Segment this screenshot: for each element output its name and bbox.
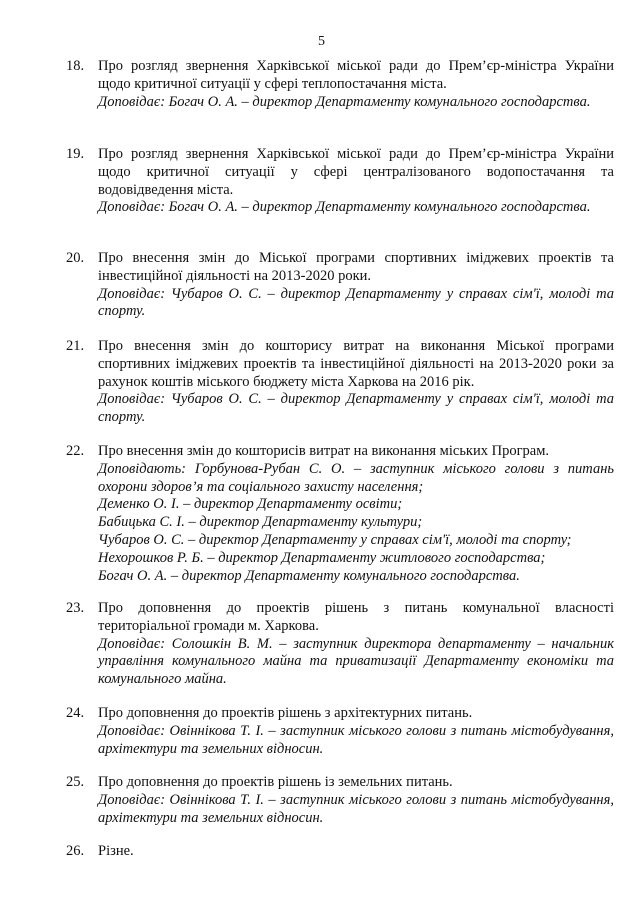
agenda-item-25 bbox=[66, 774, 614, 827]
item-title: Про доповнення до проектів рішень із земельних питань. bbox=[98, 774, 453, 790]
item-title: Про внесення змін до Міської програми спортивних іміджевих проектів та інвестиційної діяльності на 2013-2020 роки. bbox=[98, 250, 614, 284]
item-speaker: Доповідає: Чубаров О. С. – директор Департаменту у справах сім'ї, молоді та спорту. bbox=[98, 391, 614, 426]
item-title: Про розгляд звернення Харківської міської ради до Прем’єр-міністра України щодо критичної ситуації у сфері централізованого водопостачання та водовідведення міста. bbox=[98, 146, 614, 198]
item-title: Про внесення змін до кошторисів витрат на виконання міських Програм. bbox=[98, 443, 550, 459]
item-title: Про доповнення до проектів рішень з питань комунальної власності територіальної громади м. Харкова. bbox=[98, 600, 614, 634]
agenda-item-23 bbox=[66, 600, 614, 689]
item-number: 24. bbox=[66, 705, 85, 721]
agenda-item-26 bbox=[66, 843, 614, 861]
speaker-line: Деменко О. І. – директор Департаменту освіти; bbox=[98, 496, 403, 513]
agenda-item-22 bbox=[66, 443, 614, 585]
item-number: 21. bbox=[66, 338, 85, 354]
item-speaker: Доповідає: Солошкін В. М. – заступник директора департаменту – начальник управління комунального майна та приватизації Департаменту економіки та комунального майна. bbox=[98, 635, 614, 688]
item-speaker: Доповідає: Овіннікова Т. І. – заступник міського голови з питань містобудування, архітектури та земельних відносин. bbox=[98, 791, 614, 826]
item-speaker: Доповідає: Богач О. А. – директор Департаменту комунального господарства. bbox=[98, 93, 591, 110]
item-title: Про розгляд звернення Харківської міської ради до Прем’єр-міністра України щодо критичної ситуації у сфері теплопостачання міста. bbox=[98, 58, 614, 92]
speaker-line: Бабицька С. І. – директор Департаменту культури; bbox=[98, 514, 423, 531]
item-number: 18. bbox=[66, 58, 85, 74]
item-number: 26. bbox=[66, 843, 85, 859]
agenda-item-18 bbox=[66, 58, 614, 111]
speaker-line: Чубаров О. С. – директор Департаменту у справах сім'ї, молоді та спорту; bbox=[98, 531, 572, 548]
item-speakers bbox=[98, 461, 614, 586]
page-number: 5 bbox=[318, 34, 325, 49]
speaker-line: Богач О. А. – директор Департаменту комунального господарства. bbox=[98, 567, 520, 584]
item-number: 25. bbox=[66, 774, 85, 790]
item-number: 19. bbox=[66, 146, 85, 162]
agenda-item-20 bbox=[66, 250, 614, 321]
speaker-line: Нехорошков Р. Б. – директор Департаменту житлового господарства; bbox=[98, 549, 546, 566]
item-speaker: Доповідає: Овіннікова Т. І. – заступник міського голови з питань містобудування, архітектури та земельних відносин. bbox=[98, 722, 614, 757]
item-speaker: Доповідає: Богач О. А. – директор Департаменту комунального господарства. bbox=[98, 199, 591, 216]
item-number: 20. bbox=[66, 250, 85, 266]
speaker-line: Доповідають: Горбунова-Рубан С. О. – заступник міського голови з питань охорони здоров’я та соціального захисту населення; bbox=[98, 460, 614, 495]
agenda-item-21 bbox=[66, 338, 614, 427]
item-title: Про внесення змін до кошторису витрат на виконання Міської програми спортивних іміджевих проектів та інвестиційної діяльності на 2013-2020 роки за рахунок коштів міського бюджету міста Харкова на 2016 рік. bbox=[98, 338, 614, 390]
item-title: Про доповнення до проектів рішень з архітектурних питань. bbox=[98, 705, 473, 721]
agenda-item-19 bbox=[66, 146, 614, 217]
item-speaker: Доповідає: Чубаров О. С. – директор Департаменту у справах сім'ї, молоді та спорту. bbox=[98, 285, 614, 320]
item-number: 23. bbox=[66, 600, 85, 616]
agenda-item-24 bbox=[66, 705, 614, 758]
item-title: Різне. bbox=[98, 843, 134, 859]
item-number: 22. bbox=[66, 443, 85, 459]
